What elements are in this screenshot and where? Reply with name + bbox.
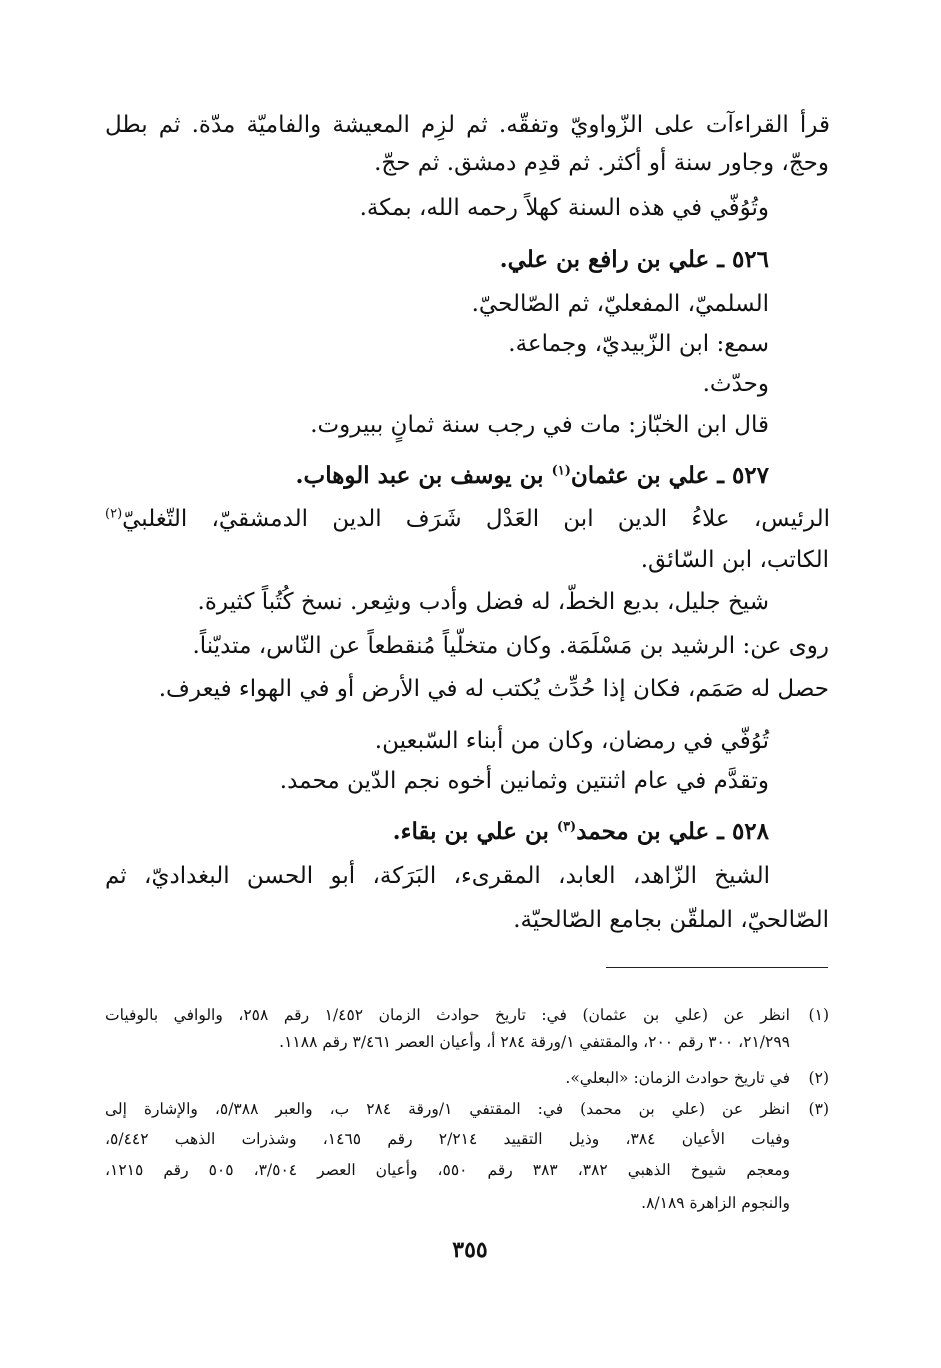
heading-name-rest: بن يوسف بن عبد الوهاب. <box>295 462 552 489</box>
heading-name: ٥٢٧ ـ علي بن عثمان <box>570 462 769 489</box>
footnote-divider <box>606 967 828 968</box>
footnote-line: والنجوم الزاهرة ٨/١٨٩. <box>641 1194 790 1212</box>
footnote-number: (٣) <box>808 1100 829 1118</box>
footnote-line: ٢١/٢٩٩، ٣٠٠ رقم ٢٠٠، والمقتفي ١/ورقة ٢٨٤ أ، وأعيان العصر ٣/٤٦١ رقم ١١٨٨. <box>279 1033 790 1051</box>
body-line: وتُوُفّي في هذه السنة كهلاً رحمه الله، بمكة. <box>359 195 769 221</box>
entry-heading-528 <box>393 817 769 847</box>
body-line: السلميّ، المفعليّ، ثم الصّالحيّ. <box>471 291 769 317</box>
body-line: تُوُفّي في رمضان، وكان من أبناء السّبعين. <box>374 728 769 754</box>
heading-name: ٥٢٨ ـ علي بن محمد <box>576 818 769 845</box>
footnote-line: انظر عن (علي بن محمد) في: المقتفي ١/ورقة ٢٨٤ ب، والعبر ٥/٣٨٨، والإشارة إلى <box>105 1100 790 1118</box>
body-line: وتقدَّم في عام اثنتين وثمانين أخوه نجم الدّين محمد. <box>279 768 769 794</box>
footnote-number: (٢) <box>808 1069 829 1087</box>
heading-name-rest: بن علي بن بقاء. <box>392 818 557 845</box>
page-number: ٣٥٥ <box>452 1237 488 1263</box>
entry-heading-527 <box>296 461 769 491</box>
body-line: حصل له صَمَم، فكان إذا حُدِّث يُكتب له في الأرض أو في الهواء فيعرف. <box>158 676 829 702</box>
body-line: وحدّث. <box>702 371 769 397</box>
body-line: سمع: ابن الزّبيديّ، وجماعة. <box>508 331 769 357</box>
footnote-ref: (١) <box>551 463 571 479</box>
body-line: الصّالحيّ، الملقّن بجامع الصّالحيّة. <box>513 907 829 933</box>
body-line: شيخ جليل، بديع الخطّ، له فضل وأدب وشِعر. نسخ كُتُباً كثيرة. <box>197 589 769 615</box>
footnote-line: ومعجم شيوخ الذهبي ٣٨٢، ٣٨٣ رقم ٥٥٠، وأعيان العصر ٣/٥٠٤، ٥٠٥ رقم ١٢١٥، <box>105 1161 790 1179</box>
body-line: روى عن: الرشيد بن مَسْلَمَة. وكان متخلّياً مُنقطعاً عن النّاس، متديّناً. <box>192 633 829 659</box>
footnote-line: في تاريخ حوادث الزمان: «البعلي». <box>565 1069 790 1087</box>
body-line: الكاتب، ابن السّائق. <box>640 547 829 573</box>
body-line: الشيخ الزّاهد، العابد، المقرىء، البَرَكة، أبو الحسن البغداديّ، ثم <box>105 863 770 889</box>
footnote-ref: (٣) <box>556 819 577 835</box>
body-line: قال ابن الخبّاز: مات في رجب سنة ثمانٍ ببيروت. <box>310 412 769 438</box>
footnote-line: وفيات الأعيان ٣٨٤، وذيل التقييد ٢/٢١٤ رقم ١٤٦٥، وشذرات الذهب ٥/٤٤٢، <box>105 1130 790 1148</box>
footnote-ref: (٢) <box>105 506 123 522</box>
body-line: الرئيس، علاءُ الدين ابن العَدْل شَرَف الدين الدمشقيّ، التّغلبيّ$^{(٢)}$ <box>105 506 830 532</box>
body-line: قرأ القراءآت على الزّواويّ وتفقّه. ثم لزِم المعيشة والفاميّة مدّة. ثم بطل <box>105 112 830 138</box>
entry-heading-526: ٥٢٦ ـ علي بن رافع بن علي. <box>499 246 769 273</box>
body-line: وحجّ، وجاور سنة أو أكثر. ثم قدِم دمشق. ثم حجّ. <box>374 150 829 176</box>
footnote-number: (١) <box>808 1006 829 1024</box>
footnote-line: انظر عن (علي بن عثمان) في: تاريخ حوادث الزمان ١/٤٥٢ رقم ٢٥٨، والوافي بالوفيات <box>105 1006 790 1024</box>
